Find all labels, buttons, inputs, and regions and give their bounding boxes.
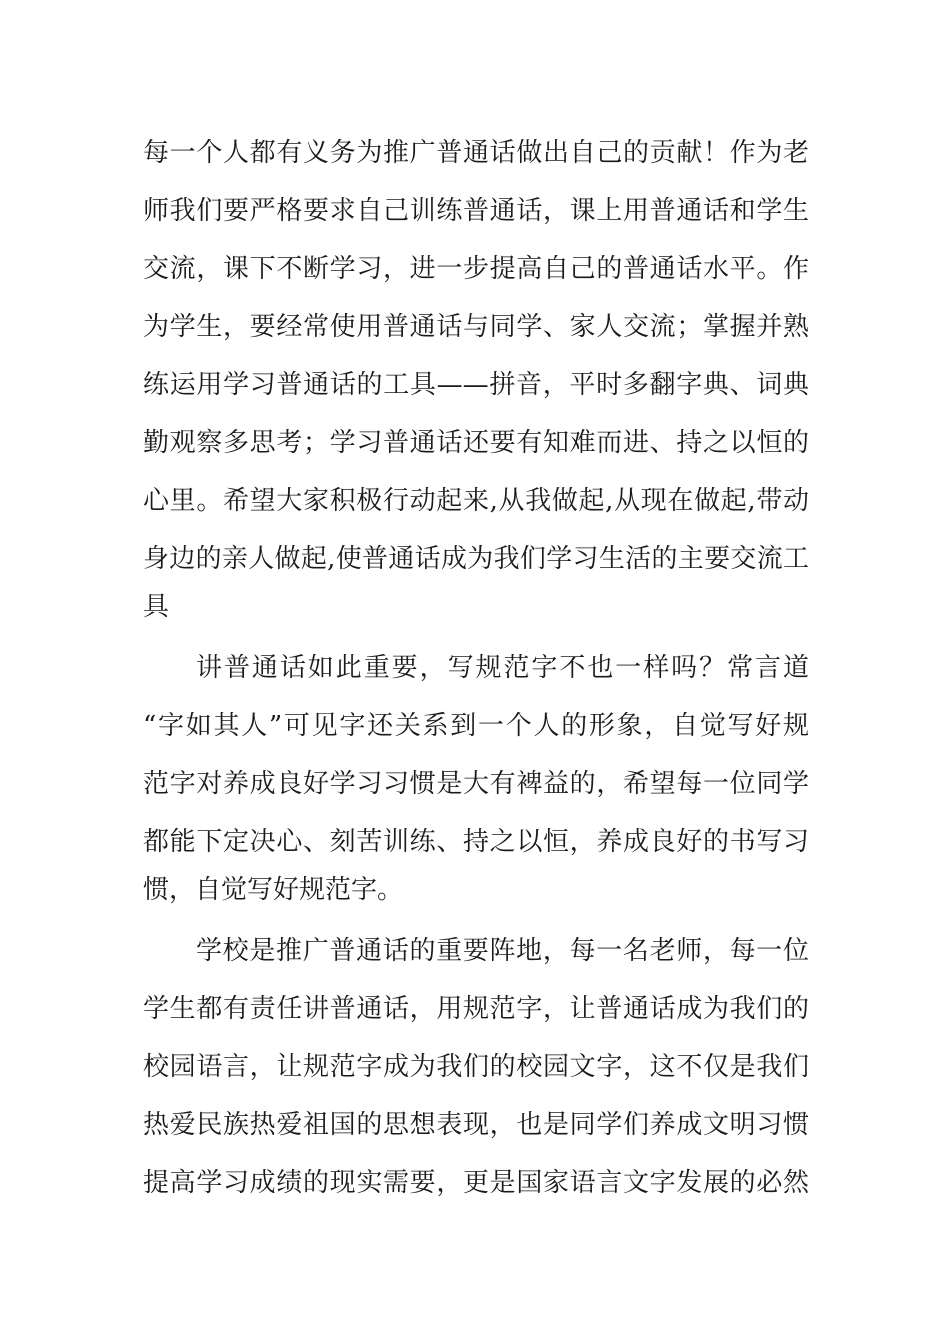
- text-line: 练运用学习普通话的工具——拼音，平时多翻字典、词典: [143, 370, 809, 400]
- paragraph-first-line: 学校是推广普通话的重要阵地，每一名老师，每一位: [196, 936, 809, 966]
- text-line: 心里。希望大家积极行动起来,从我做起,从现在做起,带动: [143, 486, 809, 516]
- text-line: 热爱民族热爱祖国的思想表现，也是同学们养成文明习惯: [143, 1110, 809, 1140]
- text-line: 师我们要严格要求自己训练普通话，课上用普通话和学生: [143, 196, 809, 226]
- text-line: 学生都有责任讲普通话，用规范字，让普通话成为我们的: [143, 994, 809, 1024]
- text-line: 都能下定决心、刻苦训练、持之以恒，养成良好的书写习: [143, 827, 809, 857]
- text-line: 提高学习成绩的现实需要，更是国家语言文字发展的必然: [143, 1168, 809, 1198]
- text-line: 范字对养成良好学习习惯是大有裨益的，希望每一位同学: [143, 769, 809, 799]
- text-line: 校园语言，让规范字成为我们的校园文字，这不仅是我们: [143, 1052, 809, 1082]
- paragraph-first-line: 讲普通话如此重要，写规范字不也一样吗？常言道: [196, 653, 809, 683]
- text-line: 交流，课下不断学习，进一步提高自己的普通话水平。作: [143, 254, 809, 284]
- text-line: 每一个人都有义务为推广普通话做出自己的贡献！作为老: [143, 138, 809, 168]
- text-line: 惯，自觉写好规范字。: [143, 875, 404, 905]
- text-line: 身边的亲人做起,使普通话成为我们学习生活的主要交流工: [143, 544, 809, 574]
- text-line: 勤观察多思考；学习普通话还要有知难而进、持之以恒的: [143, 428, 809, 458]
- text-line: “字如其人”可见字还关系到一个人的形象，自觉写好规: [143, 711, 809, 741]
- text-line: 具: [143, 592, 170, 622]
- text-line: 为学生，要经常使用普通话与同学、家人交流；掌握并熟: [143, 312, 809, 342]
